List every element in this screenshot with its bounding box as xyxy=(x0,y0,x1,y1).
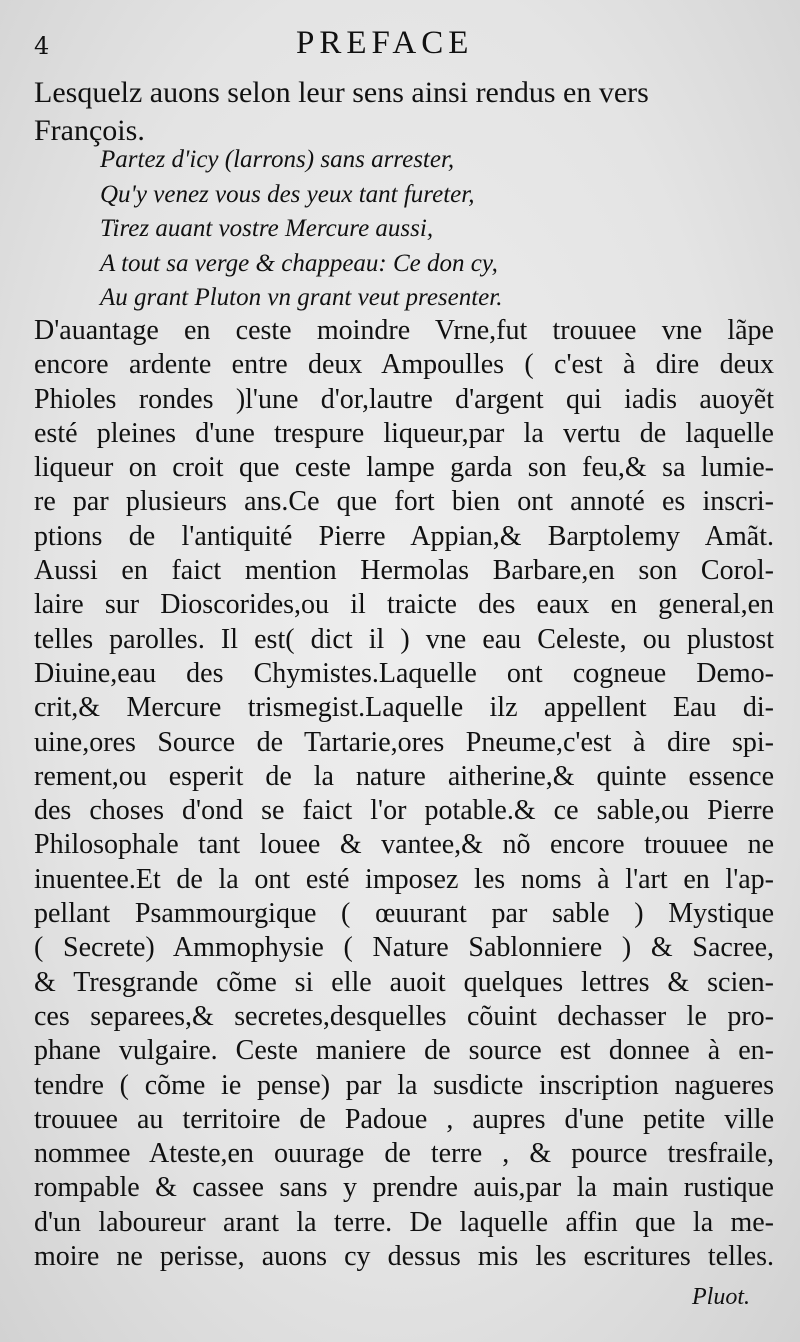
text-line: re par plusieurs ans.Ce que fort bien ont annoté es inscri- xyxy=(34,486,774,518)
body-paragraph xyxy=(34,314,774,1274)
verse-line: Partez d'icy (larrons) sans arrester, xyxy=(100,146,455,173)
verse-block xyxy=(100,143,503,316)
text-line: Aussi en faict mention Hermolas Barbare,en son Corol- xyxy=(34,555,774,587)
text-line: ces separees,& secretes,desquelles cõuint dechasser le pro- xyxy=(34,1000,774,1032)
text-line: rompable & cassee sans y prendre auis,par la main rustique xyxy=(34,1172,774,1204)
text-line: encore ardente entre deux Ampoulles ( c'est à dire deux xyxy=(34,349,774,381)
text-line: & Tresgrande cõme si elle auoit quelques lettres & scien- xyxy=(34,966,774,998)
text-line: liqueur on croit que ceste lampe garda son feu,& sa lumie- xyxy=(34,452,774,484)
verse-line: Tirez auant vostre Mercure aussi, xyxy=(100,215,434,242)
text-line: phane vulgaire. Ceste maniere de source est donnee à en- xyxy=(34,1035,774,1067)
text-line: moire ne perisse, auons cy dessus mis les escritures telles. xyxy=(34,1241,774,1273)
text-line: des choses d'ond se faict l'or potable.& ce sable,ou Pierre xyxy=(34,795,774,827)
text-line: inuentee.Et de la ont esté imposez les noms à l'art en l'ap- xyxy=(34,863,774,895)
text-line: Phioles rondes )l'une d'or,lautre d'argent qui iadis auoyẽt xyxy=(34,383,774,415)
intro-sentence: Lesquelz auons selon leur sens ainsi rendus en vers François. xyxy=(34,76,649,147)
text-line: pellant Psammourgique ( œuurant par sable ) Mystique xyxy=(34,898,774,930)
verse-line: A tout sa verge & chappeau: Ce don cy, xyxy=(100,249,498,277)
text-line: Philosophale tant louee & vantee,& nõ encore trouuee ne xyxy=(34,829,774,861)
text-line: telles parolles. Il est( dict il ) vne eau Celeste, ou plustost xyxy=(34,623,774,655)
catchword: Pluot. xyxy=(692,1284,750,1310)
text-line: D'auantage en ceste moindre Vrne,fut trouuee vne lãpe xyxy=(34,315,774,346)
text-line: ( Secrete) Ammophysie ( Nature Sablonniere ) & Sacree, xyxy=(34,932,774,964)
text-line: esté pleines d'une trespure liqueur,par la vertu de laquelle xyxy=(34,417,774,449)
text-line: uine,ores Source de Tartarie,ores Pneume,c'est à dire spi- xyxy=(34,726,774,758)
text-line: laire sur Dioscorides,ou il traicte des eaux en general,en xyxy=(34,589,774,621)
text-line: ptions de l'antiquité Pierre Appian,& Barptolemy Amãt. xyxy=(34,520,774,552)
running-head: PREFACE xyxy=(296,25,474,61)
verse-line: Au grant Pluton vn grant veut presenter. xyxy=(100,284,503,311)
text-line: tendre ( cõme ie pense) par la susdicte inscription nagueres xyxy=(34,1069,774,1101)
text-line: rement,ou esperit de la nature aitherine,& quinte essence xyxy=(34,760,774,792)
text-line: nommee Ateste,en ouurage de terre , & pource tresfraile, xyxy=(34,1138,774,1170)
page-number: 4 xyxy=(34,32,50,60)
verse-line: Qu'y venez vous des yeux tant fureter, xyxy=(100,180,475,208)
text-line: trouuee au territoire de Padoue , aupres d'une petite ville xyxy=(34,1103,774,1135)
text-line: crit,& Mercure trismegist.Laquelle ilz appellent Eau di- xyxy=(34,692,774,724)
text-line: Diuine,eau des Chymistes.Laquelle ont cogneue Demo- xyxy=(34,657,774,689)
text-line: d'un laboureur arant la terre. De laquelle affin que la me- xyxy=(34,1206,774,1238)
